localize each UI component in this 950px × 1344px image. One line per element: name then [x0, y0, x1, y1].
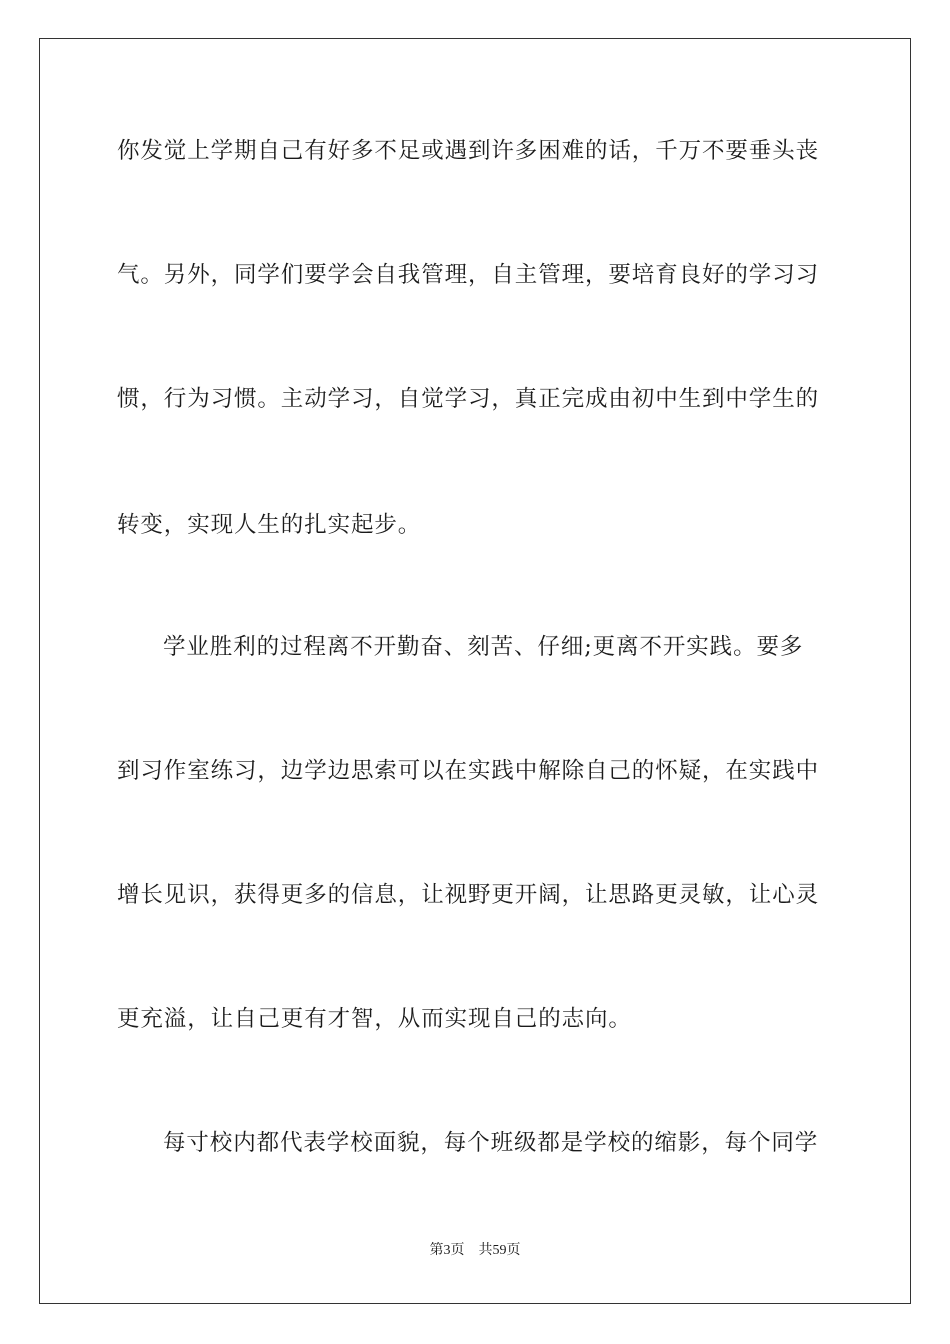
text-line: 增长见识，获得更多的信息，让视野更开阔，让思路更灵敏，让心灵: [117, 882, 820, 908]
total-page-count: 共59页: [478, 1243, 521, 1258]
text-line: 你发觉上学期自己有好多不足或遇到许多困难的话，千万不要垂头丧: [117, 138, 820, 164]
page-footer: [0, 1242, 950, 1260]
text-line: 更充溢，让自己更有才智，从而实现自己的志向。: [117, 1006, 632, 1032]
paragraph-start-line: 每寸校内都代表学校面貌，每个班级都是学校的缩影，每个同学: [163, 1130, 819, 1156]
text-line: 到习作室练习，边学边思索可以在实践中解除自己的怀疑，在实践中: [117, 758, 820, 784]
page-border: [39, 38, 911, 1304]
current-page-number: 第3页: [429, 1243, 465, 1258]
paragraph-start-line: 学业胜利的过程离不开勤奋、刻苦、仔细;更离不开实践。要多: [163, 634, 804, 660]
text-line: 转变，实现人生的扎实起步。: [117, 512, 422, 538]
text-line: 气。另外，同学们要学会自我管理，自主管理，要培育良好的学习习: [117, 262, 820, 288]
text-line: 惯，行为习惯。主动学习，自觉学习，真正完成由初中生到中学生的: [117, 386, 820, 412]
